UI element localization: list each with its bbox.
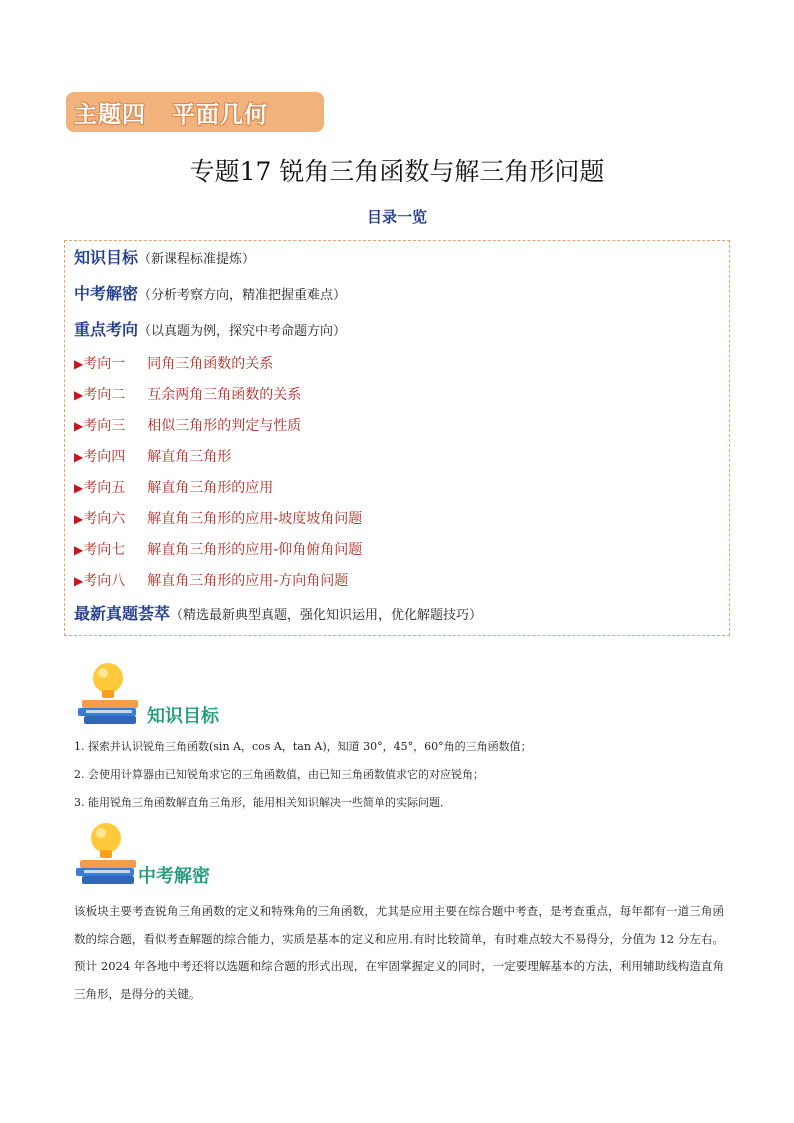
page-title: 专题17 锐角三角函数与解三角形问题 — [189, 157, 605, 186]
toc-item-2[interactable]: ▶考向二 互余两角三角函数的关系 — [74, 387, 302, 403]
theme-badge-part1: 主题四 — [74, 101, 146, 128]
triangle-right-icon: ▶ — [74, 357, 84, 371]
section-title-knowledge: 知识目标 — [147, 706, 219, 727]
triangle-right-icon: ▶ — [74, 388, 84, 402]
list-item: 1. 探索并认识锐角三角函数(sin A，cos A，tan A)，知道 30°，45°，60°角的三角函数值； — [74, 740, 532, 753]
toc-item-4[interactable]: ▶考向四 解直角三角形 — [74, 449, 232, 465]
list-item: 2. 会使用计算器由已知锐角求它的三角函数值，由已知三角函数值求它的对应锐角； — [74, 768, 484, 781]
triangle-right-icon: ▶ — [74, 543, 84, 557]
toc-item-8[interactable]: ▶考向八 解直角三角形的应用-方向角问题 — [74, 573, 349, 589]
toc-entry-key-directions[interactable]: 重点考向（以真题为例，探究中考命题方向） — [74, 320, 347, 339]
toc-item-6[interactable]: ▶考向六 解直角三角形的应用-坡度坡角问题 — [74, 511, 363, 527]
toc-item-3[interactable]: ▶考向三 相似三角形的判定与性质 — [74, 418, 302, 434]
triangle-right-icon: ▶ — [74, 574, 84, 588]
analysis-paragraph: 该板块主要考查锐角三角函数的定义和特殊角的三角函数，尤其是应用主要在综合题中考查，是考查重点，每年都有一道三角函数的综合题，看似考查解题的综合能力，实质是基本的定义和应用.有时比较简单，有时难点较大不易得分，分值为 12 分左右。预计 2024 年各地中考还将以选题和综合题的形式出现，在牢固掌握定义的同时，一定要理解基本的方法，利用辅助线构造直角三角形，是得分的关键。 — [74, 904, 724, 1001]
toc-entry-analysis[interactable]: 中考解密（分析考察方向，精准把握重难点） — [74, 284, 347, 303]
triangle-right-icon: ▶ — [74, 481, 84, 495]
triangle-right-icon: ▶ — [74, 512, 84, 526]
toc-item-1[interactable]: ▶考向一 同角三角函数的关系 — [74, 356, 274, 372]
toc-heading: 目录一览 — [366, 208, 427, 226]
toc-item-7[interactable]: ▶考向七 解直角三角形的应用-仰角俯角问题 — [74, 542, 363, 558]
lightbulb-books-icon — [74, 820, 144, 888]
triangle-right-icon: ▶ — [74, 419, 84, 433]
theme-badge — [66, 92, 324, 132]
toc-entry-latest-questions[interactable]: 最新真题荟萃（精选最新典型真题，强化知识运用，优化解题技巧） — [74, 604, 483, 623]
section-head-analysis — [74, 820, 274, 890]
section-head-knowledge — [76, 660, 276, 730]
theme-badge-part2: 平面几何 — [172, 101, 268, 128]
list-item: 3. 能用锐角三角函数解直角三角形，能用相关知识解决一些简单的实际问题． — [74, 796, 451, 809]
toc-item-5[interactable]: ▶考向五 解直角三角形的应用 — [74, 480, 274, 496]
triangle-right-icon: ▶ — [74, 450, 84, 464]
lightbulb-books-icon — [76, 660, 146, 728]
toc-entry-knowledge[interactable]: 知识目标（新课程标准提炼） — [74, 248, 256, 267]
section-title-analysis: 中考解密 — [138, 866, 210, 887]
toc-box — [64, 240, 730, 636]
